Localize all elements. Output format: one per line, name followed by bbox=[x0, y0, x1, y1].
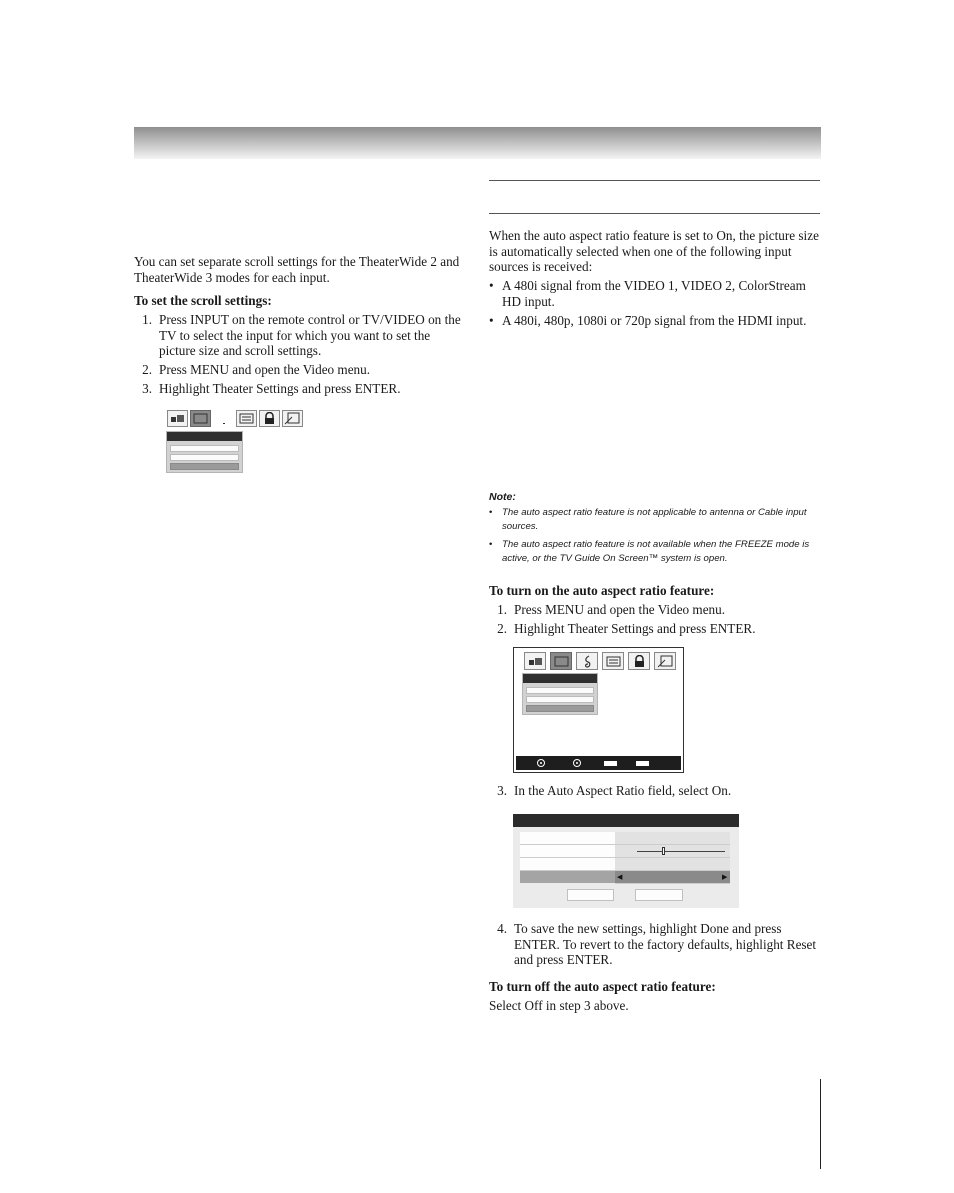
video-menu-tabs-left bbox=[167, 410, 303, 427]
submenu-header bbox=[167, 432, 242, 441]
setting-value-cell[interactable] bbox=[615, 858, 730, 871]
setup-icon[interactable] bbox=[167, 410, 188, 427]
input-source-list bbox=[489, 278, 820, 332]
turn-on-heading: To turn on the auto aspect ratio feature: bbox=[489, 583, 715, 598]
list-item: • The auto aspect ratio feature is not applicable to antenna or Cable input sources. bbox=[489, 507, 807, 532]
lock-icon[interactable] bbox=[259, 410, 280, 427]
submenu-row-highlighted[interactable] bbox=[526, 705, 594, 712]
submenu-row[interactable] bbox=[170, 454, 239, 461]
section-rule-top bbox=[489, 180, 820, 181]
scroll-slider-track[interactable] bbox=[637, 851, 725, 852]
list-item: • A 480i, 480p, 1080i or 720p signal from the HDMI input. bbox=[489, 312, 807, 328]
audio-icon[interactable] bbox=[213, 410, 234, 427]
header-band bbox=[134, 127, 821, 159]
list-item: 3. In the Auto Aspect Ratio field, select On. bbox=[497, 783, 732, 798]
submenu-row[interactable] bbox=[170, 445, 239, 452]
list-item: 1. Press INPUT on the remote control or TV/VIDEO on the TV to select the input for which you want to set the picture size and scroll settings. bbox=[142, 312, 461, 358]
video-icon[interactable] bbox=[190, 410, 211, 427]
note-list bbox=[489, 506, 819, 570]
setting-label-cell bbox=[520, 832, 615, 845]
list-item: 1. Press MENU and open the Video menu. bbox=[497, 602, 726, 617]
applications-icon[interactable] bbox=[654, 652, 676, 670]
preferences-icon[interactable] bbox=[236, 410, 257, 427]
applications-icon[interactable] bbox=[282, 410, 303, 427]
video-menu-tabs-right bbox=[524, 652, 676, 670]
section-rule-bottom bbox=[489, 213, 820, 214]
turn-on-steps bbox=[489, 602, 820, 640]
video-icon[interactable] bbox=[550, 652, 572, 670]
turn-off-heading: To turn off the auto aspect ratio feature: bbox=[489, 979, 716, 994]
list-item: • A 480i signal from the VIDEO 1, VIDEO 2, ColorStream HD input. bbox=[489, 278, 806, 309]
page-edge-rule bbox=[820, 1079, 821, 1169]
list-item: 4. To save the new settings, highlight Done and press ENTER. To revert to the factory defaults, highlight Reset and press ENTER. bbox=[497, 921, 817, 967]
scroll-heading: To set the scroll settings: bbox=[134, 293, 272, 308]
audio-icon[interactable] bbox=[576, 652, 598, 670]
scroll-slider-knob[interactable] bbox=[662, 847, 665, 855]
submenu-row-highlighted[interactable] bbox=[170, 463, 239, 470]
turn-off-text: Select Off in step 3 above. bbox=[489, 998, 629, 1013]
list-item: 3. Highlight Theater Settings and press ENTER. bbox=[142, 381, 401, 396]
submenu-row[interactable] bbox=[526, 687, 594, 694]
select-icon bbox=[573, 759, 581, 767]
video-submenu-left bbox=[166, 431, 243, 473]
setting-label-cell bbox=[520, 858, 615, 871]
lock-icon[interactable] bbox=[628, 652, 650, 670]
menu-nav-bar bbox=[516, 756, 681, 770]
auto-aspect-ratio-value[interactable] bbox=[615, 871, 730, 884]
dialog-title-bar bbox=[513, 814, 739, 827]
theater-settings-dialog bbox=[513, 814, 739, 908]
arrow-left-icon[interactable]: ◀ bbox=[617, 873, 623, 881]
list-item: 2. Press MENU and open the Video menu. bbox=[142, 362, 371, 377]
arrow-right-icon[interactable]: ▶ bbox=[722, 873, 728, 881]
back-key-icon bbox=[604, 761, 617, 766]
step-3 bbox=[489, 783, 820, 802]
video-submenu-right bbox=[522, 673, 598, 715]
done-button[interactable] bbox=[567, 889, 614, 901]
exit-key-icon bbox=[636, 761, 649, 766]
submenu-row[interactable] bbox=[526, 696, 594, 703]
navigate-icon bbox=[537, 759, 545, 767]
step-4 bbox=[489, 921, 820, 971]
list-item: • The auto aspect ratio feature is not available when the FREEZE mode is active, or the TV Guide On Screen™ system is open. bbox=[489, 539, 810, 564]
auto-aspect-intro: When the auto aspect ratio feature is set to On, the picture size is automatically selected when one of the following input sources is received: bbox=[489, 228, 819, 274]
submenu-header bbox=[523, 674, 597, 683]
note-title: Note: bbox=[489, 491, 516, 503]
list-item: 2. Highlight Theater Settings and press ENTER. bbox=[497, 621, 756, 636]
setting-label-cell bbox=[520, 845, 615, 858]
setting-value-cell[interactable] bbox=[615, 832, 730, 845]
scroll-intro: You can set separate scroll settings for the TheaterWide 2 and TheaterWide 3 modes for each input. bbox=[134, 254, 460, 285]
preferences-icon[interactable] bbox=[602, 652, 624, 670]
scroll-steps bbox=[134, 312, 466, 400]
reset-button[interactable] bbox=[635, 889, 683, 901]
setup-icon[interactable] bbox=[524, 652, 546, 670]
